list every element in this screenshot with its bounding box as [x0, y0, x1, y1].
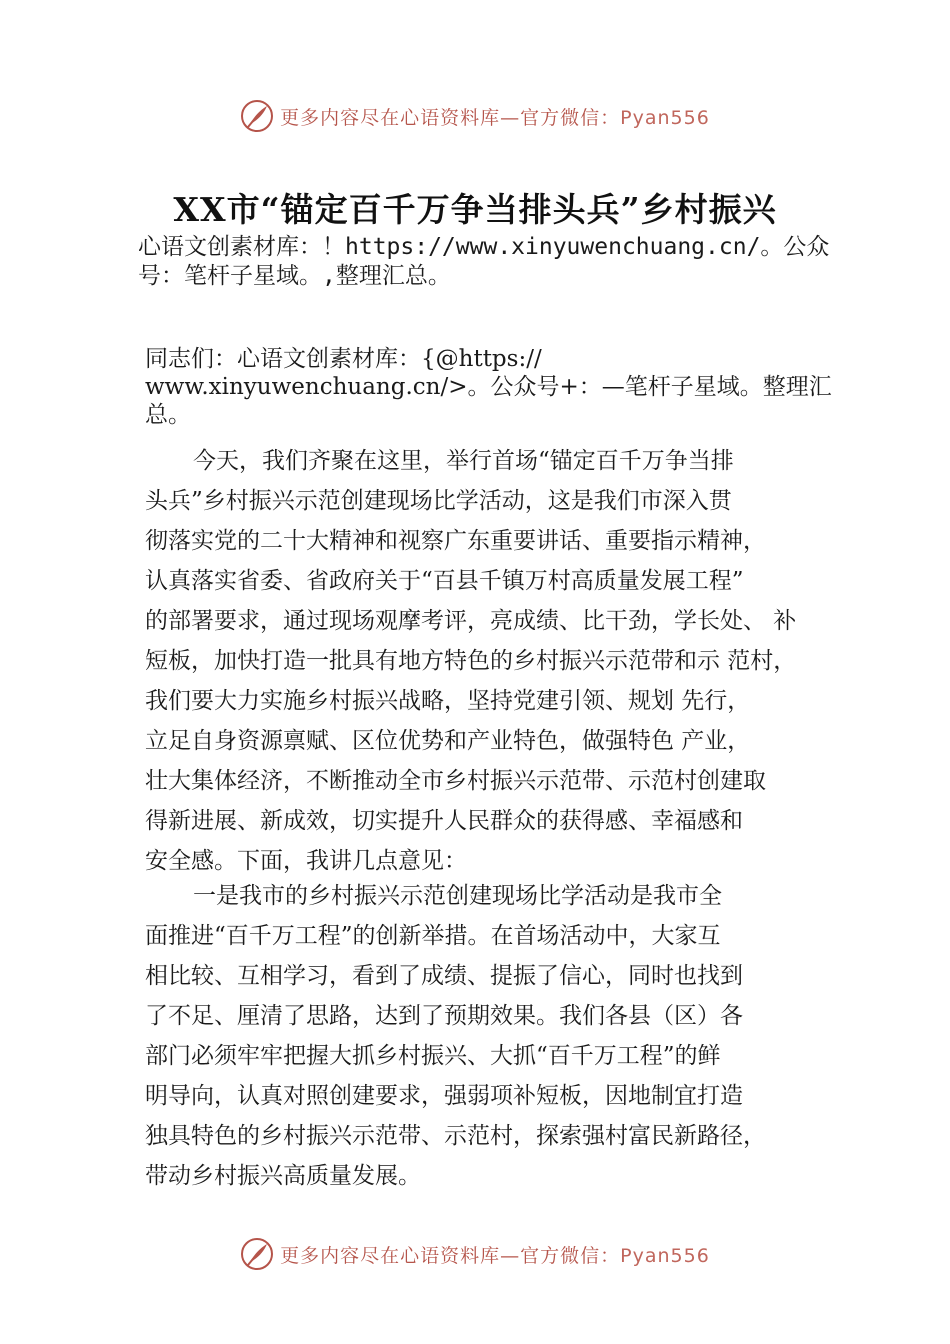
paragraph-line: 面推进“百千万工程”的创新举措。在首场活动中，大家互 [145, 923, 721, 949]
paragraph-line: 安全感。下面，我讲几点意见： [145, 848, 467, 874]
banner-slogan: 更多内容尽在心语资料库—官方微信： [280, 106, 621, 129]
paragraph-line: 得新进展、新成效，切实提升人民群众的获得感、幸福感和 [145, 808, 743, 834]
paragraph-line: 一是我市的乡村振兴示范创建现场比学活动是我市全 [193, 883, 722, 909]
paragraph-line: 认真落实省委、省政府关于“百县千镇万村高质量发展工程” [145, 568, 744, 594]
greeting-line: 总。 [145, 402, 191, 428]
paragraph-line: 带动乡村振兴高质量发展。 [145, 1163, 421, 1189]
quill-pen-icon [240, 99, 274, 133]
paragraph-line: 我们要大力实施乡村振兴战略，坚持党建引领、规划 先行， [145, 688, 751, 714]
paragraph-line: 明导向，认真对照创建要求，强弱项补短板，因地制宜打造 [145, 1083, 743, 1109]
header-banner [0, 94, 950, 138]
paragraph-line: 了不足、厘清了思路，达到了预期效果。我们各县（区）各 [145, 1003, 743, 1029]
quill-pen-icon [240, 1237, 274, 1271]
paragraph-line: 短板，加快打造一批具有地方特色的乡村振兴示范带和示 范村， [145, 648, 797, 674]
paragraph-line: 彻落实党的二十大精神和视察广东重要讲话、重要指示精神， [145, 528, 766, 554]
banner-slogan: 更多内容尽在心语资料库—官方微信： [280, 1244, 621, 1267]
footer-banner [0, 1232, 950, 1276]
document-title: XX市“锚定百千万争当排头兵”乡村振兴 [173, 190, 777, 229]
paragraph-line: 立足自身资源禀赋、区位优势和产业特色，做强特色 产业， [145, 728, 751, 754]
paragraph-2 [145, 876, 845, 1196]
wechat-id: Pyan556 [620, 1244, 710, 1267]
banner-text [280, 1241, 710, 1268]
paragraph-line: 的部署要求，通过现场观摩考评，亮成绩、比干劲，学长处、 补 [145, 608, 797, 634]
paragraph-line: 壮大集体经济，不断推动全市乡村振兴示范带、示范村创建取 [145, 768, 766, 794]
paragraph-line: 独具特色的乡村振兴示范带、示范村，探索强村富民新路径， [145, 1123, 766, 1149]
paragraph-1 [145, 441, 845, 881]
greeting-line: 同志们：心语文创素材库：{@https:// [145, 346, 542, 372]
wechat-id: Pyan556 [620, 106, 710, 129]
paragraph-line: 今天，我们齐聚在这里，举行首场“锚定百千万争当排 [193, 448, 734, 474]
source-line: 号：笔杆子星域。,整理汇总。 [138, 263, 451, 289]
banner-text [280, 103, 710, 130]
paragraph-line: 头兵”乡村振兴示范创建现场比学活动，这是我们市深入贯 [145, 488, 732, 514]
source-line: 心语文创素材库：！https://www.xinyuwenchuang.cn/。公众 [138, 234, 830, 260]
greeting-line: www.xinyuwenchuang.cn/>。公众号+：—笔杆子星域。整理汇 [145, 374, 832, 400]
greeting [145, 345, 845, 429]
paragraph-line: 部门必须牢牢把握大抓乡村振兴、大抓“百千万工程”的鲜 [145, 1043, 721, 1069]
paragraph-line: 相比较、互相学习，看到了成绩、提振了信心，同时也找到 [145, 963, 743, 989]
